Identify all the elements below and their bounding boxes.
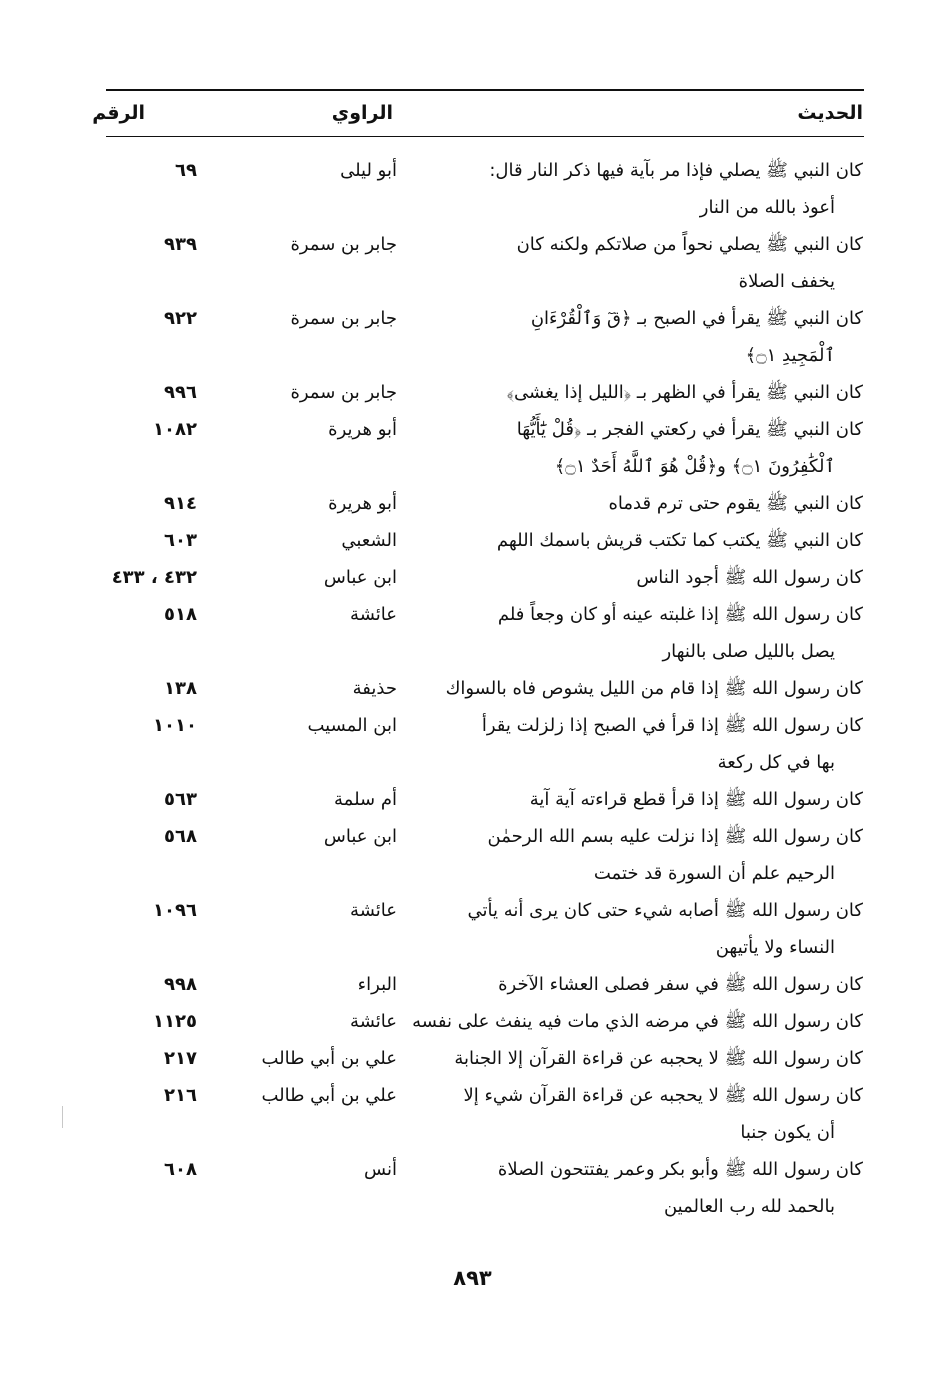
- narrator-name: البراء: [357, 974, 397, 995]
- hadith-number: ١٠٩٦: [153, 900, 197, 921]
- hadith-line: كان النبي ﷺ يقرأ في ركعتي الفجر بـ ﴿قُلْ يَٰٓأَيُّهَا: [516, 419, 863, 440]
- hadith-line: كان رسول الله ﷺ أصابه شيء حتى كان يرى أنه يأتي: [467, 900, 863, 921]
- table-row: [0, 1040, 945, 1077]
- hadith-text: [433, 485, 863, 522]
- narrator-name: جابر بن سمرة: [290, 234, 397, 255]
- hadith-number: ٢١٦: [164, 1085, 197, 1106]
- narrator-name: أبو هريرة: [328, 493, 397, 514]
- table-row: [0, 1151, 945, 1225]
- hadith-number: ٩١٤: [164, 493, 197, 514]
- hadith-line: كان رسول الله ﷺ في سفر فصلى العشاء الآخرة: [498, 974, 863, 995]
- hadith-line: بها في كل ركعة: [717, 752, 835, 773]
- hadith-text: [433, 966, 863, 1003]
- hadith-line: يصل بالليل صلى بالنهار: [662, 641, 835, 662]
- hadith-line: كان النبي ﷺ يقرأ في الظهر بـ ﴿الليل إذا يغشى﴾: [506, 382, 863, 403]
- hadith-number: ٥٦٣: [164, 789, 197, 810]
- hadith-line: كان النبي ﷺ يقوم حتى ترم قدماه: [608, 493, 863, 514]
- hadith-number: ٢١٧: [164, 1048, 197, 1069]
- hadith-line: ٱلْمَجِيدِ ۝١﴾: [745, 345, 835, 366]
- hadith-text: [412, 1003, 863, 1040]
- hadith-line: كان النبي ﷺ يصلي فإذا مر بآية فيها ذكر النار قال:: [489, 160, 863, 181]
- hadith-line: كان رسول الله ﷺ إذا غلبته عينه أو كان وجعاً فلم: [497, 604, 863, 625]
- hadith-number: ٦٩: [175, 160, 197, 181]
- table-row: [0, 892, 945, 966]
- hadith-text: [433, 1151, 863, 1225]
- narrator-name: أم سلمة: [334, 789, 397, 810]
- hadith-line: النساء ولا يأتيهن: [715, 937, 835, 958]
- narrator-name: عائشة: [350, 604, 397, 625]
- column-header-hadith: الحديث: [797, 102, 863, 124]
- hadith-text: [433, 411, 863, 485]
- hadith-line: كان رسول الله ﷺ إذا قرأ في الصبح إذا زلزلت يقرأ: [481, 715, 863, 736]
- hadith-line: كان النبي ﷺ يصلي نحواً من صلاتكم ولكنه كان: [516, 234, 863, 255]
- header-rule: [106, 136, 864, 137]
- narrator-name: أبو ليلى: [340, 160, 397, 181]
- hadith-number: ٩٩٦: [164, 382, 197, 403]
- hadith-text: [433, 1040, 863, 1077]
- narrator-name: عائشة: [350, 900, 397, 921]
- hadith-number: ٦٠٣: [164, 530, 197, 551]
- hadith-number: ٩٢٢: [164, 308, 197, 329]
- hadith-number: ٦٠٨: [164, 1159, 197, 1180]
- table-row: [0, 152, 945, 226]
- hadith-line: يخفف الصلاة: [738, 271, 835, 292]
- hadith-text: [433, 707, 863, 781]
- hadith-text: [433, 818, 863, 892]
- hadith-line: كان رسول الله ﷺ في مرضه الذي مات فيه ينفث على نفسه: [412, 1011, 863, 1032]
- page-number: ٨٩٣: [453, 1266, 492, 1290]
- hadith-line: كان رسول الله ﷺ إذا نزلت عليه بسم الله الرحمٰن: [487, 826, 863, 847]
- hadith-line: كان رسول الله ﷺ أجود الناس: [636, 567, 863, 588]
- hadith-number: ١٠١٠: [153, 715, 197, 736]
- hadith-number: ٩٩٨: [164, 974, 197, 995]
- hadith-line: كان رسول الله ﷺ إذا قرأ قطع قراءته آية آية: [529, 789, 863, 810]
- table-row: [0, 300, 945, 374]
- table-row: [0, 966, 945, 1003]
- hadith-line: أن يكون جنبا: [740, 1122, 835, 1143]
- narrator-name: عائشة: [350, 1011, 397, 1032]
- hadith-line: أعوذ بالله من النار: [699, 197, 835, 218]
- narrator-name: ابن المسيب: [307, 715, 397, 736]
- table-row: [0, 1003, 945, 1040]
- narrator-name: جابر بن سمرة: [290, 382, 397, 403]
- narrator-name: علي بن أبي طالب: [261, 1048, 397, 1069]
- table-row: [0, 596, 945, 670]
- hadith-text: [433, 559, 863, 596]
- hadith-text: [433, 670, 863, 707]
- hadith-number: ٥١٨: [164, 604, 197, 625]
- table-row: [0, 707, 945, 781]
- hadith-number: ١١٢٥: [153, 1011, 197, 1032]
- narrator-name: علي بن أبي طالب: [261, 1085, 397, 1106]
- hadith-text: [433, 892, 863, 966]
- table-row: [0, 411, 945, 485]
- table-row: [0, 522, 945, 559]
- hadith-line: كان النبي ﷺ يقرأ في الصبح بـ ﴿قٓ وَٱلْقُرْءَانِ: [530, 308, 863, 329]
- margin-mark: [62, 1106, 63, 1128]
- top-rule: [106, 89, 864, 91]
- hadith-text: [433, 300, 863, 374]
- hadith-text: [433, 374, 863, 411]
- hadith-text: [433, 781, 863, 818]
- table-row: [0, 781, 945, 818]
- narrator-name: ابن عباس: [323, 826, 397, 847]
- narrator-name: الشعبي: [341, 530, 397, 551]
- table-row: [0, 559, 945, 596]
- hadith-line: الرحيم علم أن السورة قد ختمت: [593, 863, 835, 884]
- hadith-line: كان رسول الله ﷺ إذا قام من الليل يشوص فاه بالسواك: [445, 678, 863, 699]
- hadith-number: ٩٣٩: [164, 234, 197, 255]
- hadith-index-table: [0, 152, 945, 1225]
- table-row: [0, 485, 945, 522]
- table-row: [0, 226, 945, 300]
- narrator-name: أنس: [364, 1159, 397, 1180]
- hadith-text: [433, 152, 863, 226]
- table-row: [0, 818, 945, 892]
- table-row: [0, 670, 945, 707]
- table-row: [0, 1077, 945, 1151]
- hadith-line: ٱلْكَٰفِرُونَ ۝١﴾ و﴿قُلْ هُوَ ٱللَّهُ أَحَدٌ ۝١﴾: [554, 456, 835, 477]
- hadith-line: كان رسول الله ﷺ وأبو بكر وعمر يفتتحون الصلاة: [497, 1159, 863, 1180]
- hadith-text: [433, 596, 863, 670]
- column-header-narrator: الراوي: [331, 102, 393, 124]
- hadith-number: ٤٣٢ ، ٤٣٣: [111, 567, 197, 588]
- hadith-number: ٥٦٨: [164, 826, 197, 847]
- narrator-name: أبو هريرة: [328, 419, 397, 440]
- narrator-name: ابن عباس: [323, 567, 397, 588]
- hadith-text: [433, 522, 863, 559]
- narrator-name: حذيفة: [352, 678, 397, 699]
- column-header-number: الرقم: [92, 102, 145, 124]
- table-row: [0, 374, 945, 411]
- hadith-text: [433, 1077, 863, 1151]
- hadith-text: [433, 226, 863, 300]
- hadith-line: كان رسول الله ﷺ لا يحجبه عن قراءة القرآن شيء إلا: [463, 1085, 863, 1106]
- hadith-number: ١٠٨٢: [153, 419, 197, 440]
- hadith-number: ١٣٨: [164, 678, 197, 699]
- hadith-line: كان النبي ﷺ يكتب كما تكتب قريش باسمك اللهم: [496, 530, 863, 551]
- hadith-line: كان رسول الله ﷺ لا يحجبه عن قراءة القرآن إلا الجنابة: [454, 1048, 863, 1069]
- hadith-line: بالحمد لله رب العالمين: [663, 1196, 835, 1217]
- narrator-name: جابر بن سمرة: [290, 308, 397, 329]
